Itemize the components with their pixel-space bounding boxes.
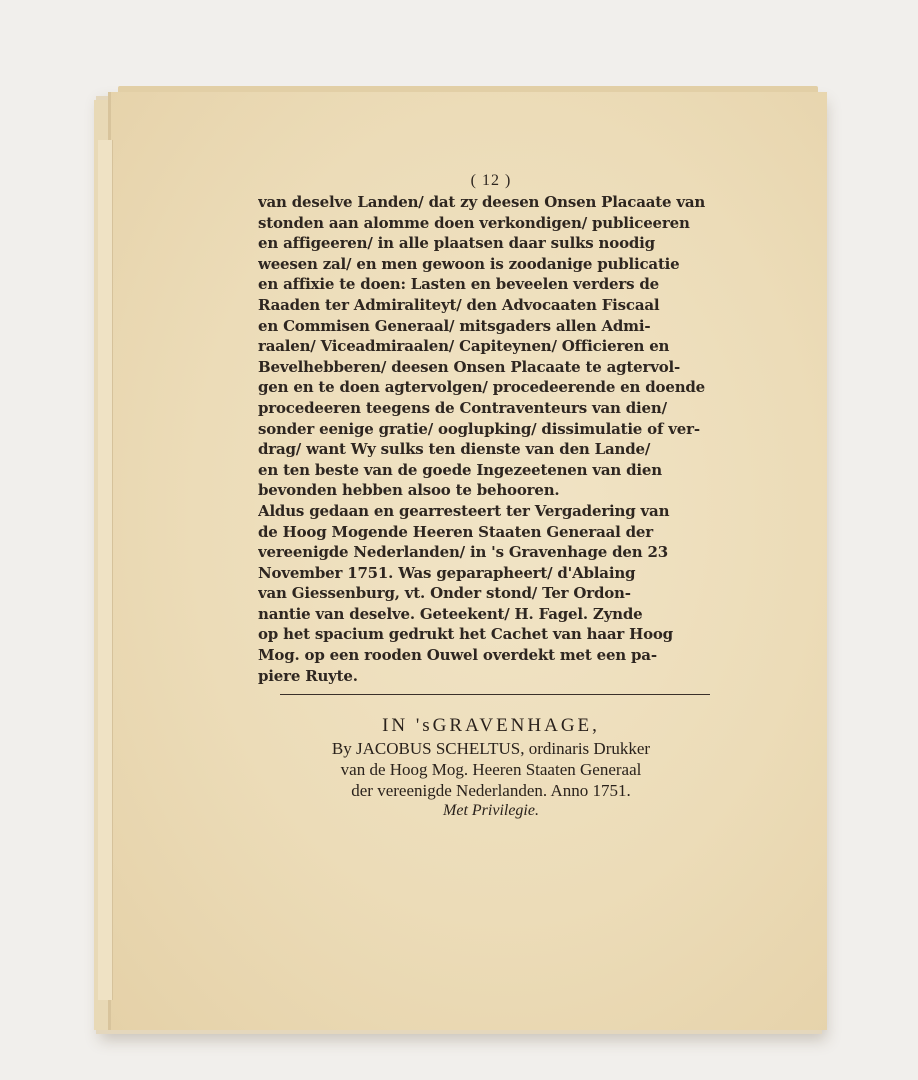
- body-line: Bevelhebberen/ deesen Onsen Placaate te agtervol-: [258, 357, 681, 376]
- body-line: en affixie te doen: Lasten en beveelen verders de: [258, 275, 659, 294]
- body-line: bevonden hebben alsoo te behooren.: [258, 481, 560, 500]
- body-line: procedeeren teegens de Contraventeurs van dien/: [258, 398, 667, 417]
- page-number: ( 12 ): [470, 172, 512, 189]
- body-line: Mog. op een rooden Ouwel overdekt met een pa-: [258, 646, 657, 665]
- body-line: nantie van deselve. Geteekent/ H. Fagel. Zynde: [258, 604, 643, 623]
- body-line: sonder eenige gratie/ ooglupking/ dissimulatie of ver-: [258, 419, 700, 438]
- body-line: piere Ruyte.: [258, 666, 358, 685]
- body-line: weesen zal/ en men gewoon is zoodanige publicatie: [258, 254, 680, 273]
- body-line: Raaden ter Admiraliteyt/ den Advocaaten Fiscaal: [258, 295, 660, 314]
- imprint-year: der vereenigde Nederlanden. Anno 1751.: [351, 781, 631, 800]
- imprint-privilege: Met Privilegie.: [443, 802, 539, 819]
- body-line: November 1751. Was geparapheert/ d'Ablaing: [258, 563, 636, 582]
- body-line: vereenigde Nederlanden/ in 's Gravenhage den 23: [258, 543, 668, 562]
- body-line: van deselve Landen/ dat zy deesen Onsen Placaate van: [258, 193, 706, 211]
- body-text: [258, 192, 724, 686]
- body-line: en affigeeren/ in alle plaatsen daar sulks noodig: [258, 234, 655, 253]
- body-line: de Hoog Mogende Heeren Staaten Generaal der: [258, 522, 653, 541]
- body-line: en Commisen Generaal/ mitsgaders allen Admi-: [258, 316, 651, 335]
- body-line: op het spacium gedrukt het Cachet van haar Hoog: [258, 625, 673, 644]
- body-line: en ten beste van de goede Ingezeetenen van dien: [258, 460, 662, 479]
- body-line: drag/ want Wy sulks ten dienste van den Lande/: [258, 440, 651, 459]
- body-line: van Giessenburg, vt. Onder stond/ Ter Ordon-: [258, 584, 631, 603]
- body-line: raalen/ Viceadmiraalen/ Capiteynen/ Officieren en: [258, 337, 670, 356]
- body-line: gen en te doen agtervolgen/ procedeerende en doende: [258, 378, 706, 397]
- imprint-place: IN 'sGRAVENHAGE,: [382, 715, 600, 736]
- imprint-printer: By JACOBUS SCHELTUS, ordinaris Drukker: [331, 739, 651, 758]
- body-line: stonden aan alomme doen verkondigen/ publiceeren: [258, 213, 690, 232]
- separator-rule: [280, 694, 710, 695]
- imprint-block: [258, 708, 724, 821]
- imprint-patron: van de Hoog Mog. Heeren Staaten Generaal: [340, 760, 642, 779]
- page-text-block: [258, 172, 724, 686]
- page-left-edge: [98, 140, 113, 1000]
- body-line: Aldus gedaan en gearresteert ter Vergadering van: [258, 501, 670, 520]
